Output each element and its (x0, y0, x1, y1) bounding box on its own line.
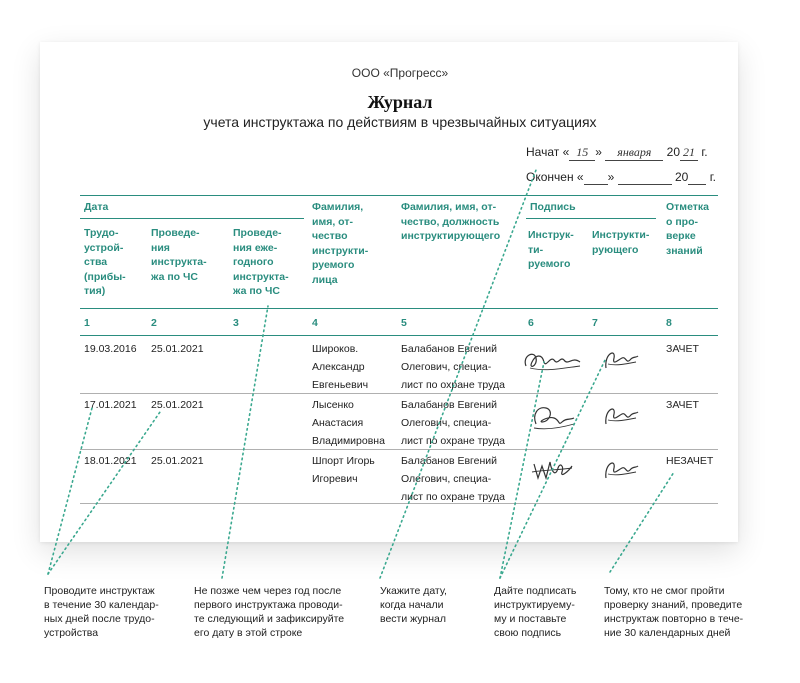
header-sig-trainee: Инструк- ти- руемого (528, 229, 574, 270)
header-bottom-rule (80, 308, 718, 309)
header-date-annual: Проведе- ния еже- годного инструкта- жа по ЧС (233, 227, 289, 297)
row1-divider (80, 393, 718, 394)
finished-day-blank (584, 170, 608, 185)
row2-hire-date: 17.01.2021 (84, 399, 137, 411)
numbers-bottom-rule (80, 335, 718, 336)
row3-instructor: Балабанов Евгений Олегович, специа- лист по охране труда (401, 455, 506, 503)
note-hire-instruction: Проводите инструктаж в течение 30 календар- ных дней после трудо- устройства (44, 585, 159, 639)
col-number-2: 2 (151, 317, 157, 329)
finished-date-line (526, 170, 716, 185)
started-year-unit: г. (701, 145, 708, 159)
note-retest: Тому, кто не смог пройти проверку знаний, проведите инструктаж повторно в тече- ние 30 календарных дней (604, 585, 744, 639)
finished-label: Окончен (526, 170, 574, 184)
row2-trainee: Лысенко Анастасия Владимировна (312, 399, 385, 447)
row3-trainee: Шпорт Игорь Игоревич (312, 455, 375, 485)
started-day: 15 (569, 145, 595, 161)
started-date-line (526, 145, 708, 161)
note-annual-instruction: Не позже чем через год после первого инструктажа проводи- те следующий и зафиксируйте его дату в этой строке (194, 585, 345, 639)
journal-subtitle: учета инструктажа по действиям в чрезвычайных ситуациях (203, 114, 597, 130)
note-start-date: Укажите дату, когда начали вести журнал (380, 585, 447, 625)
col-number-3: 3 (233, 317, 239, 329)
date-group-rule (80, 218, 304, 219)
finished-close-quote: » (607, 170, 615, 184)
row1-initial-date: 25.01.2021 (151, 343, 204, 355)
col-number-6: 6 (528, 317, 534, 329)
header-date-hire: Трудо- устрой- ства (прибы- тия) (84, 227, 126, 297)
finished-year-prefix: 20 (674, 170, 689, 184)
row2-divider (80, 449, 718, 450)
row1-instructor-signature (600, 344, 640, 374)
started-year-prefix: 20 (666, 145, 680, 159)
row2-instructor-signature (600, 400, 640, 430)
col-number-7: 7 (592, 317, 598, 329)
signature-group-rule (526, 218, 656, 219)
started-month: января (605, 145, 663, 161)
header-date-initial: Проведе- ния инструкта- жа по ЧС (151, 227, 207, 283)
table-bottom-rule (80, 503, 718, 504)
header-knowledge: Отметка о про- верке знаний (666, 201, 710, 257)
row3-trainee-signature (528, 454, 576, 486)
row1-hire-date: 19.03.2016 (84, 343, 137, 355)
col-number-4: 4 (312, 317, 318, 329)
started-label: Начат (526, 145, 560, 159)
journal-title: Журнал (367, 92, 433, 112)
note-signatures: Дайте подписать инструктируему- му и поставьте свою подпись (494, 585, 577, 639)
row1-result: ЗАЧЕТ (666, 343, 699, 355)
row3-hire-date: 18.01.2021 (84, 455, 137, 467)
started-open-quote: « (562, 145, 570, 159)
row2-instructor: Балабанов Евгений Олегович, специа- лист по охране труда (401, 399, 506, 447)
col-number-8: 8 (666, 317, 672, 329)
row3-initial-date: 25.01.2021 (151, 455, 204, 467)
row2-trainee-signature (528, 400, 578, 434)
row3-instructor-signature (600, 454, 640, 484)
header-signature-group: Подпись (530, 201, 576, 213)
header-date-group: Дата (84, 201, 109, 213)
row2-result: ЗАЧЕТ (666, 399, 699, 411)
finished-year-unit: г. (709, 170, 716, 184)
started-year-suffix: 21 (680, 145, 698, 161)
header-sig-instructor: Инструкти- рующего (592, 229, 650, 256)
started-close-quote: » (595, 145, 602, 159)
finished-month-blank (618, 170, 672, 185)
finished-year-blank (688, 170, 706, 185)
row1-trainee-signature (520, 344, 584, 378)
finished-open-quote: « (576, 170, 584, 184)
row3-result: НЕЗАЧЕТ (666, 455, 714, 467)
row1-instructor: Балабанов Евгений Олегович, специа- лист по охране труда (401, 343, 506, 391)
header-trainee: Фамилия, имя, от- чество инструкти- руемого лица (312, 201, 369, 286)
company-name: ООО «Прогресс» (351, 66, 449, 80)
row2-initial-date: 25.01.2021 (151, 399, 204, 411)
table-top-rule (80, 195, 718, 196)
header-instructor: Фамилия, имя, от- чество, должность инструктирующего (401, 201, 501, 242)
col-number-1: 1 (84, 317, 90, 329)
col-number-5: 5 (401, 317, 407, 329)
row1-trainee: Широков. Александр Евгеньевич (312, 343, 369, 391)
